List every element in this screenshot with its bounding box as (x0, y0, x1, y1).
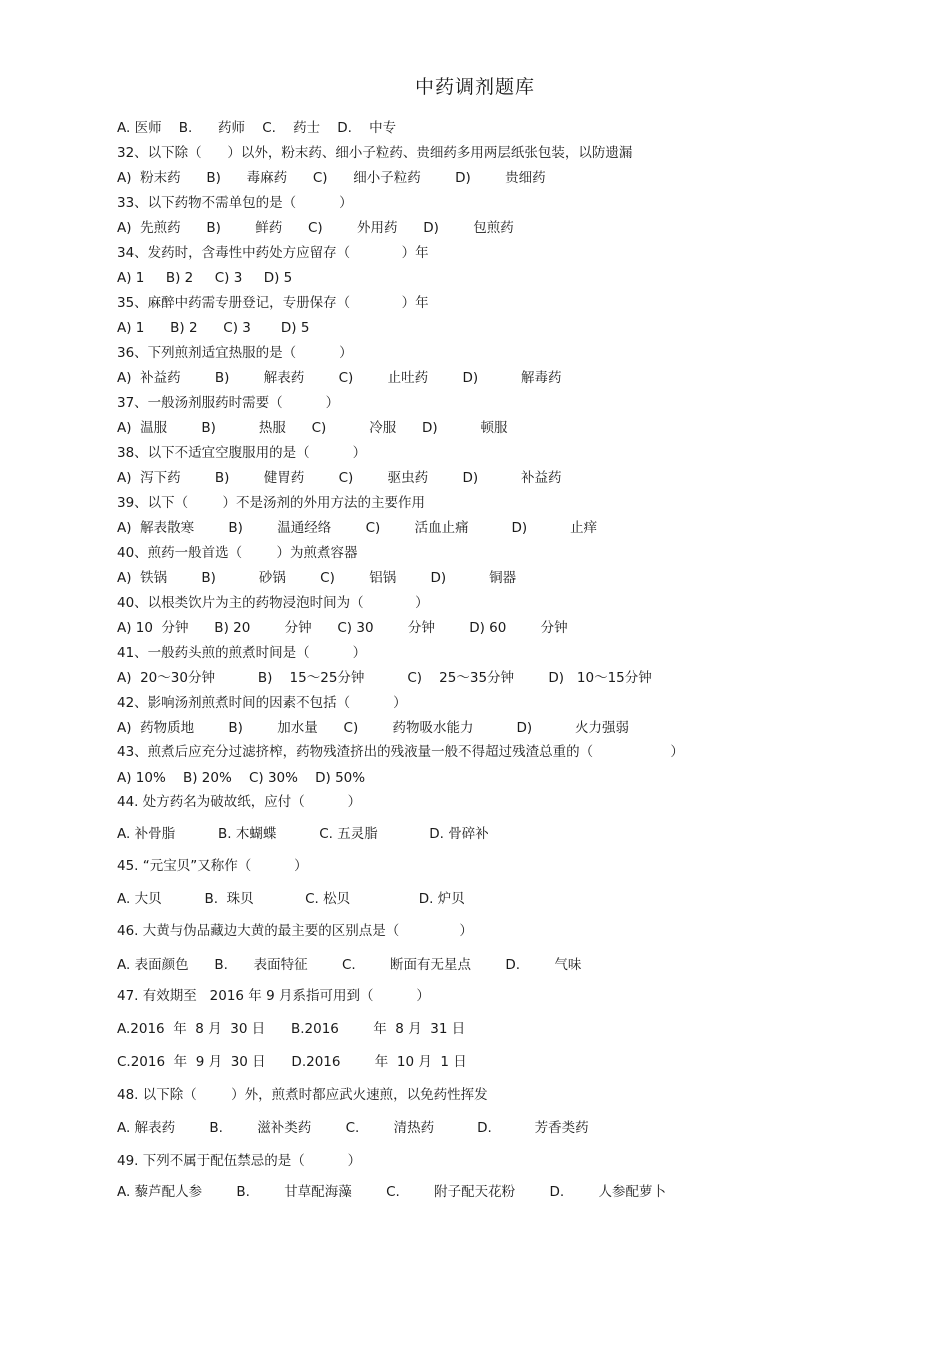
option-line: A) 药物质地 B) 加水量 C) 药物吸水能力 D) 火力强弱 (117, 720, 630, 736)
option-line: A.2016 年 8 月 30 日 B.2016 年 8 月 31 日 (117, 1021, 466, 1037)
option-line: A) 先煎药 B) 鲜药 C) 外用药 D) 包煎药 (117, 220, 514, 236)
option-line: A. 医师 B. 药师 C. 药士 D. 中专 (117, 120, 397, 136)
question-line: 46. 大黄与伪品藏边大黄的最主要的区别点是（ ） (117, 923, 473, 939)
option-line: A) 10 分钟 B) 20 分钟 C) 30 分钟 D) 60 分钟 (117, 620, 568, 636)
question-line: 35、麻醉中药需专册登记，专册保存（ ）年 (117, 295, 429, 311)
document-title: 中药调剂题库 (414, 76, 535, 98)
option-line: A. 补骨脂 B. 木蝴蝶 C. 五灵脂 D. 骨碎补 (117, 826, 489, 842)
question-line: 47. 有效期至 2016 年 9 月系指可用到（ ） (117, 988, 430, 1004)
question-line: 33、以下药物不需单包的是（ ） (117, 195, 353, 211)
option-line: A. 表面颜色 B. 表面特征 C. 断面有无星点 D. 气味 (117, 957, 582, 973)
option-line: A) 补益药 B) 解表药 C) 止吐药 D) 解毒药 (117, 370, 562, 386)
option-line: A. 藜芦配人参 B. 甘草配海藻 C. 附子配天花粉 D. 人参配萝卜 (117, 1184, 667, 1200)
option-line: A) 10% B) 20% C) 30% D) 50% (117, 770, 366, 786)
question-line: 45. “元宝贝”又称作（ ） (117, 858, 308, 874)
question-line: 32、以下除（ ）以外，粉末药、细小子粒药、贵细药多用两层纸张包装，以防遗漏 (117, 145, 633, 161)
question-line: 43、煎煮后应充分过滤挤榨，药物残渣挤出的残液量一般不得超过残渣总重的（ ） (117, 744, 684, 760)
option-line: A) 20～30分钟 B) 15～25分钟 C) 25～35分钟 D) 10～15分钟 (117, 670, 652, 686)
question-line: 34、发药时，含毒性中药处方应留存（ ）年 (117, 245, 429, 261)
question-line: 40、煎药一般首选（ ）为煎煮容器 (117, 545, 358, 561)
question-line: 44. 处方药名为破故纸，应付（ ） (117, 794, 362, 810)
option-line: C.2016 年 9 月 30 日 D.2016 年 10 月 1 日 (117, 1054, 467, 1070)
option-line: A) 温服 B) 热服 C) 冷服 D) 顿服 (117, 420, 508, 436)
question-line: 41、一般药头煎的煎煮时间是（ ） (117, 645, 367, 661)
option-line: A. 大贝 B. 珠贝 C. 松贝 D. 炉贝 (117, 891, 465, 907)
option-line: A) 1 B) 2 C) 3 D) 5 (117, 270, 293, 286)
option-line: A) 解表散寒 B) 温通经络 C) 活血止痛 D) 止痒 (117, 520, 598, 536)
option-line: A. 解表药 B. 滋补类药 C. 清热药 D. 芳香类药 (117, 1120, 589, 1136)
question-line: 48. 以下除（ ）外，煎煮时都应武火速煎，以免药性挥发 (117, 1087, 488, 1103)
option-line: A) 泻下药 B) 健胃药 C) 驱虫药 D) 补益药 (117, 470, 562, 486)
question-line: 39、以下（ ）不是汤剂的外用方法的主要作用 (117, 495, 426, 511)
question-line: 40、以根类饮片为主的药物浸泡时间为（ ） (117, 595, 429, 611)
question-line: 36、下列煎剂适宜热服的是（ ） (117, 345, 353, 361)
option-line: A) 粉末药 B) 毒麻药 C) 细小子粒药 D) 贵细药 (117, 170, 546, 186)
question-line: 49. 下列不属于配伍禁忌的是（ ） (117, 1153, 362, 1169)
option-line: A) 1 B) 2 C) 3 D) 5 (117, 320, 310, 336)
option-line: A) 铁锅 B) 砂锅 C) 铝锅 D) 铜器 (117, 570, 517, 586)
question-line: 42、影响汤剂煎煮时间的因素不包括（ ） (117, 695, 407, 711)
question-line: 38、以下不适宜空腹服用的是（ ） (117, 445, 367, 461)
question-line: 37、一般汤剂服药时需要（ ） (117, 395, 340, 411)
